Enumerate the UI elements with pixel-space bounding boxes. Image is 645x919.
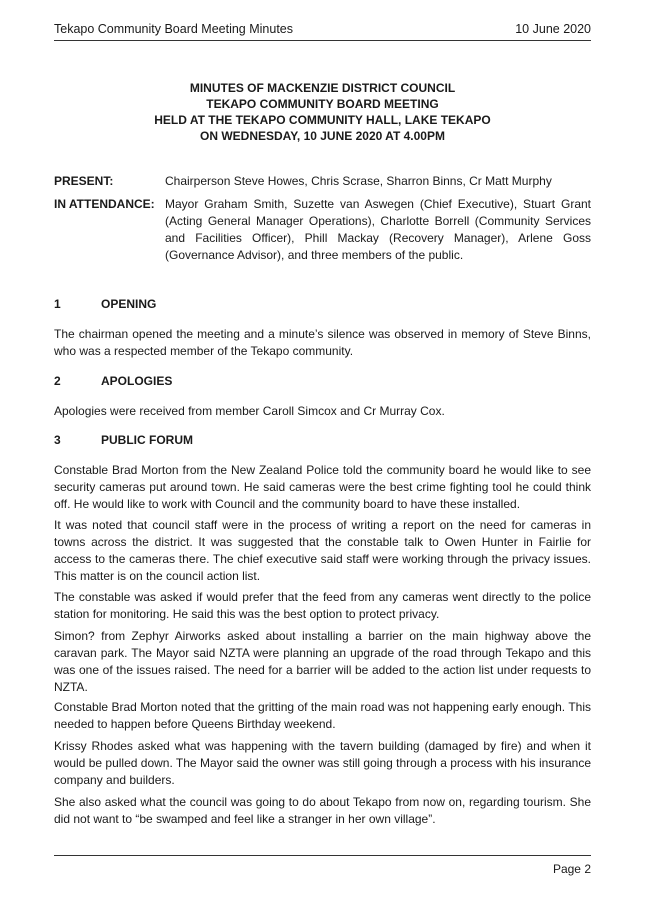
paragraph: Constable Brad Morton noted that the gritting of the main road was not happening early enough. This needed to happen before Queens Birthday weekend. — [54, 700, 591, 731]
page-header — [54, 22, 591, 41]
present-block — [54, 173, 591, 190]
paragraph: Constable Brad Morton from the New Zealand Police told the community board he would like to see security cameras put around town. He said cameras were the best crime fighting tool he could think off. He would like to work with Council and the community board to have these installed. — [54, 463, 591, 511]
section-title: OPENING — [101, 297, 157, 311]
present-text: Chairperson Steve Howes, Chris Scrase, Sharron Binns, Cr Matt Murphy — [165, 174, 552, 188]
section-number: 2 — [54, 374, 61, 388]
section-number: 3 — [54, 433, 61, 447]
section-title: PUBLIC FORUM — [101, 433, 193, 447]
attendance-label: IN ATTENDANCE: — [54, 197, 155, 211]
attendance-text: Mayor Graham Smith, Suzette van Aswegen (Chief Executive), Stuart Grant (Acting General Manager Operations), Charlotte Borrell (Community Services and Facilities Officer), Phill Mackay (Recovery Manager), Arlene Goss (Governance Advisor), and three members of the public. — [165, 197, 591, 262]
attendance-block — [54, 196, 591, 264]
title-line: MINUTES OF MACKENZIE DISTRICT COUNCIL — [189, 81, 456, 95]
document-title — [54, 80, 591, 144]
paragraph: Simon? from Zephyr Airworks asked about installing a barrier on the main highway above the caravan park. The Mayor said NZTA were planning an upgrade of the road through Tekapo and this was one of the issues raised. The need for a barrier will be added to the action list under requests to NZTA. — [54, 629, 591, 694]
page-number: Page 2 — [552, 862, 591, 876]
paragraph: It was noted that council staff were in the process of writing a report on the need for cameras in towns across the district. It was suggested that the constable talk to Owen Hunter in Fairlie for access to the cameras there. The chief executive said staff were working through the privacy issues. This matter is on the council action list. — [54, 518, 591, 583]
present-label: PRESENT: — [54, 174, 114, 188]
section-title: APOLOGIES — [101, 374, 173, 388]
title-line: HELD AT THE TEKAPO COMMUNITY HALL, LAKE TEKAPO — [154, 113, 491, 127]
paragraph: Krissy Rhodes asked what was happening with the tavern building (damaged by fire) and when it would be pulled down. The Mayor said the owner was still going through a process with his insurance company and builders. — [54, 739, 591, 787]
header-title: Tekapo Community Board Meeting Minutes — [54, 22, 294, 36]
header-date: 10 June 2020 — [515, 22, 591, 36]
paragraph: She also asked what the council was going to do about Tekapo from now on, regarding tourism. She did not want to “be swamped and feel like a stranger in her own village”. — [54, 795, 591, 826]
paragraph: The constable was asked if would prefer that the feed from any cameras went directly to the police station for monitoring. He said this was the best option to protect privacy. — [54, 590, 591, 621]
page-footer — [54, 855, 591, 876]
section-number: 1 — [54, 297, 61, 311]
paragraph: Apologies were received from member Caroll Simcox and Cr Murray Cox. — [54, 404, 445, 418]
title-line: ON WEDNESDAY, 10 JUNE 2020 AT 4.00PM — [200, 129, 445, 143]
paragraph: The chairman opened the meeting and a minute’s silence was observed in memory of Steve Binns, who was a respected member of the Tekapo community. — [54, 327, 591, 358]
title-line: TEKAPO COMMUNITY BOARD MEETING — [206, 97, 439, 111]
